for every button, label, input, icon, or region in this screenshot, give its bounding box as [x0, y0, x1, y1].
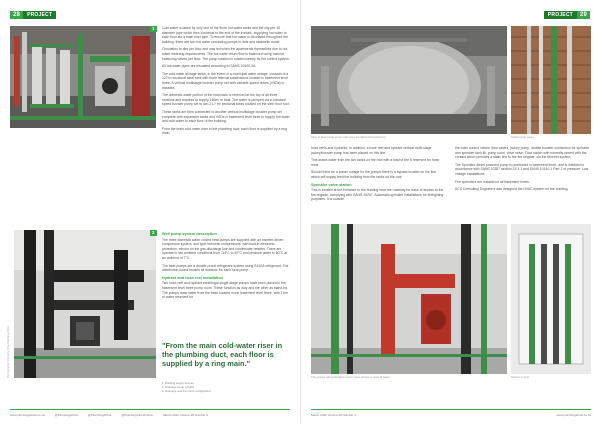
left-para: From the main cold-water riser in the plumbing duct, each floor is supplied by a ring main. [162, 126, 287, 136]
photo-pipe-fittings [14, 230, 156, 378]
right-para: the main control valves, flow valves, jockey pump, double booster connection for sprinkler and sprinkler tank fill, pump room, drive valve. Flow switch with normally closed with the contact which provides a static line to the fire brigade, via the fibrenet system. [455, 146, 590, 160]
footer-social-link[interactable]: @PlumbingAfrica [87, 413, 112, 417]
photo-heat-pump-tank [311, 26, 507, 134]
left-page-number: 28 [10, 11, 23, 19]
left-para: The heat pumps are a double circuit refrigerant system using R410A refrigerant. The distribution board houses all isolators for each heat pump. [162, 263, 289, 273]
photo-credit: Photographer: Photo by RSA Plumbing Africa [7, 325, 10, 378]
left-para: Two hose reel and hydrant centrifugal single-stage pumps have been placed in the basement level three pump room. These function as duty and the other as stand-by. The pumps draw water from the base located in the basement level three, with 1 lm³ of water reserved for [162, 281, 289, 300]
right-para: ACS Consulting Engineers was designed the HVAC system for the building. [455, 187, 569, 192]
photo-red-pump [311, 224, 507, 374]
caption-duct: Dakota in duct. [511, 375, 530, 379]
right-footer [311, 413, 591, 417]
left-para: Cold water is taken by only one of the three hot water tanks and the city pre 16 diameter pipe which then connects to the end of the frontals, supplying hot water to each floor via a main riser pipe. To ensure that hot water is circulated throughout the building, there are two hot water circulating pumps in dots and stairwells mode. [162, 26, 289, 44]
footer-site-link[interactable]: www.plumbingafrica.co.za [556, 413, 591, 417]
subheading-pump-system: Well pump system description [162, 232, 217, 236]
legend-item: 2. Drainage sump cylinder [162, 384, 195, 389]
legend-item: 1. Building supply booster [162, 381, 195, 385]
left-para: The cold-water storage tanks, in the event of a municipal water outage, consists of a 127m³ sectional steel tank with three internal subdivisions located in basement level three. A vertical multistage booster pump set with variable speed drives (VSDs) is installed. [162, 71, 289, 90]
photo-legend [162, 382, 290, 393]
left-para: These tanks are then connected to another vertical multistage booster pump set complete with expansion tanks and VSDs in basement level three to supply hot water and cold water to each floor of the building. [162, 109, 290, 124]
left-col-bottom-text [162, 232, 290, 303]
right-col-1 [311, 146, 445, 205]
subheading-hydrant: Hydrant and hose reel installation [162, 275, 223, 280]
footer-issue: March 2022 Volume 28 Number 3 [311, 413, 356, 417]
right-section-label: PROJECT [544, 11, 577, 19]
right-para: This draws water from the two tanks on the roof with a total of the 6 reserved for hose reels. [311, 158, 440, 167]
footer-social-link[interactable]: @PlumbingAfricaOnline [121, 413, 154, 417]
left-para: All hot water pipes are insulated according to SANS 10400 XA. [162, 64, 257, 69]
pull-quote: "From the main cold-water riser in the plumbing duct, each floor is supplied by a ring main." [162, 341, 283, 368]
photo-tag-2: 2 [152, 230, 155, 235]
left-footer [10, 413, 208, 417]
footer-issue: March 2022 Volume 28 Number 3 [163, 413, 208, 417]
photo-tag-1: 1 [152, 26, 155, 31]
left-para: The domestic water portion of the main tank is reserved at the top of all three sections and requires to supply 165m³ in total. The water is pumped via a constant speed booster pump set to two 21.7 m³ sectional tanks located on the sixth floor roof. [162, 93, 290, 107]
right-para: hose reels and hydrants. In addition, a hose reel and hydrant vertical multi-stage jockey/booster pump has been placed on this line. [311, 146, 432, 155]
right-page-number: 29 [577, 11, 590, 19]
left-section-label: PROJECT [23, 11, 56, 19]
footer-rule [311, 409, 591, 410]
legend-item: 3. Drainage and the pump configuration [162, 388, 212, 393]
caption-heat-pump: View of fewer heat pump units (top) and lift/machine(bottom). [311, 135, 387, 139]
photo-duct [511, 224, 591, 374]
right-para: This is located at the entrance to the building near the roadway for ease of access to the fire brigade, complying with SANS 10287. Automatic sprinkler installations for firefighting purposes. It is outside [311, 188, 444, 202]
subheading-sprinkler: Sprinkler valve station [311, 182, 352, 187]
left-para: The three domestic water cooled heat pumps are supplied with an inverter-driven compressor system, and type hermetic compressors, with built-in electronic protection, elector on the gas discharge line and condensate heaters. There are operate in low ambient conditions from -14°C to 40°C and produce water to 60°C at an ambient of 7°C. [162, 237, 288, 260]
left-col-top-text [162, 26, 290, 139]
right-col-2 [455, 146, 591, 195]
left-header [10, 10, 56, 19]
photo-pump-room [10, 26, 156, 128]
right-para: The Sprinkler diesel powered pump is positioned in basement three, and is installed in accordance with SANS 10287 section 15.3.1 and SANS 10140-1 Part 1 of pressure, Low voltage installations. [455, 162, 589, 176]
footer-site-link[interactable]: www.plumbingafrica.co.za [10, 413, 45, 417]
right-header [544, 10, 590, 19]
caption-shaft: Shaft supply pipes. [511, 135, 535, 139]
right-para: Fire sprinklers are installed in all basement levels. [455, 179, 530, 184]
caption-red-pump: The pumps with dedicated copper pipes shown in case of water. [311, 375, 391, 379]
right-page [300, 0, 600, 424]
left-para: Circulation to dirs per floor and was led when the apartments themselves due to hot water metering requirements. The hot water return flow is balanced using manual balancing valves per floor. The pump rotation is rotated weekly by the control system. [162, 47, 290, 61]
footer-social-link[interactable]: @PlumbingAfrica [54, 413, 78, 417]
right-para: Should there be a power outage for the pumps there is a bypass located on the line which will supply feed the building from the tanks on the roof. [311, 170, 436, 179]
footer-rule [10, 409, 290, 410]
photo-shaft-pipes [511, 26, 591, 134]
